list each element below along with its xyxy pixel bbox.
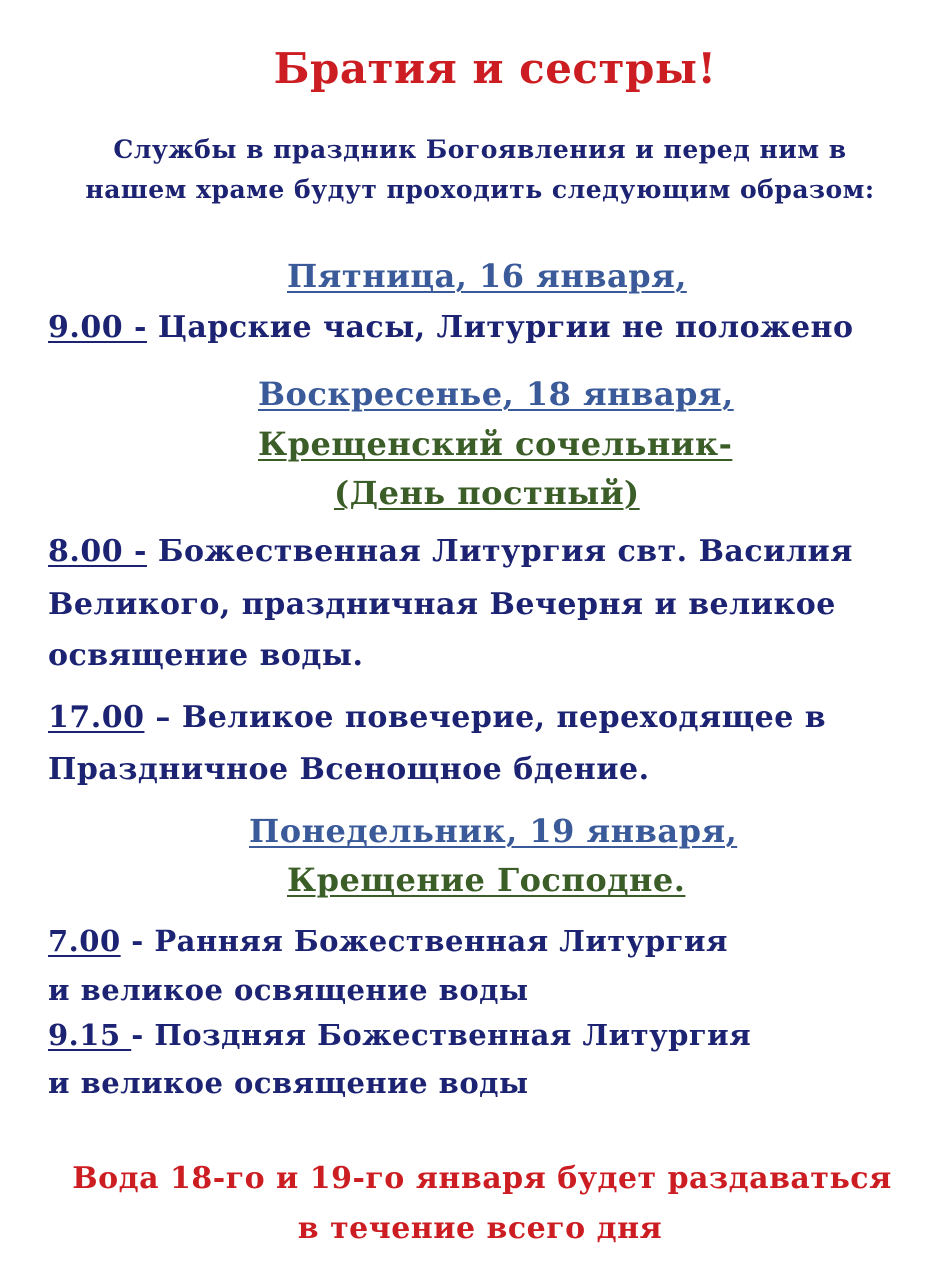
friday-item-time: 9.00 - — [48, 310, 147, 345]
sunday-item-2-text: – Великое повечерие, переходящее в — [144, 700, 827, 735]
footer-line-1: Вода 18-го и 19-го января будет раздаваться — [72, 1161, 892, 1196]
sunday-fast-note: (День постный) — [334, 474, 640, 512]
friday-item — [48, 310, 854, 345]
sunday-item-1-line-1 — [48, 534, 853, 569]
sunday-feast-heading: Крещенский сочельник- — [258, 425, 733, 463]
sunday-item-1-time: 8.00 - — [48, 534, 147, 569]
friday-day-heading: Пятница, 16 января, — [287, 257, 687, 295]
monday-item-1-text: - Ранняя Божественная Литургия — [120, 924, 728, 958]
monday-item-1-line-1 — [48, 924, 728, 958]
footer-line-2: в течение всего дня — [297, 1211, 663, 1246]
monday-item-1-time: 7.00 — [48, 924, 121, 958]
sunday-item-2-line-2: Праздничное Всенощное бдение. — [48, 752, 650, 787]
intro-line-1: Службы в праздник Богоявления и перед ним в — [113, 135, 847, 164]
page-title: Братия и сестры! — [273, 44, 717, 93]
monday-item-2-line-1 — [48, 1018, 751, 1052]
sunday-item-2-time: 17.00 — [48, 700, 145, 735]
sunday-item-1-line-3: освящение воды. — [48, 638, 364, 673]
monday-item-2-time: 9.15 — [48, 1018, 132, 1052]
sunday-item-1-text: Божественная Литургия свт. Василия — [146, 534, 853, 569]
monday-item-2-line-2: и великое освящение воды — [48, 1066, 529, 1100]
monday-day-heading: Понедельник, 19 января, — [249, 812, 738, 850]
monday-item-2-text: - Поздняя Божественная Литургия — [131, 1018, 752, 1052]
sunday-item-1-line-2: Великого, праздничная Вечерня и великое — [48, 587, 836, 622]
intro-line-2: нашем храме будут проходить следующим образом: — [85, 175, 875, 204]
friday-item-text: Царские часы, Литургии не положено — [146, 310, 854, 345]
monday-item-1-line-2: и великое освящение воды — [48, 973, 529, 1007]
sunday-item-2-line-1 — [48, 700, 826, 735]
sunday-day-heading: Воскресенье, 18 января, — [258, 375, 734, 413]
monday-feast-heading: Крещение Господне. — [287, 861, 686, 899]
